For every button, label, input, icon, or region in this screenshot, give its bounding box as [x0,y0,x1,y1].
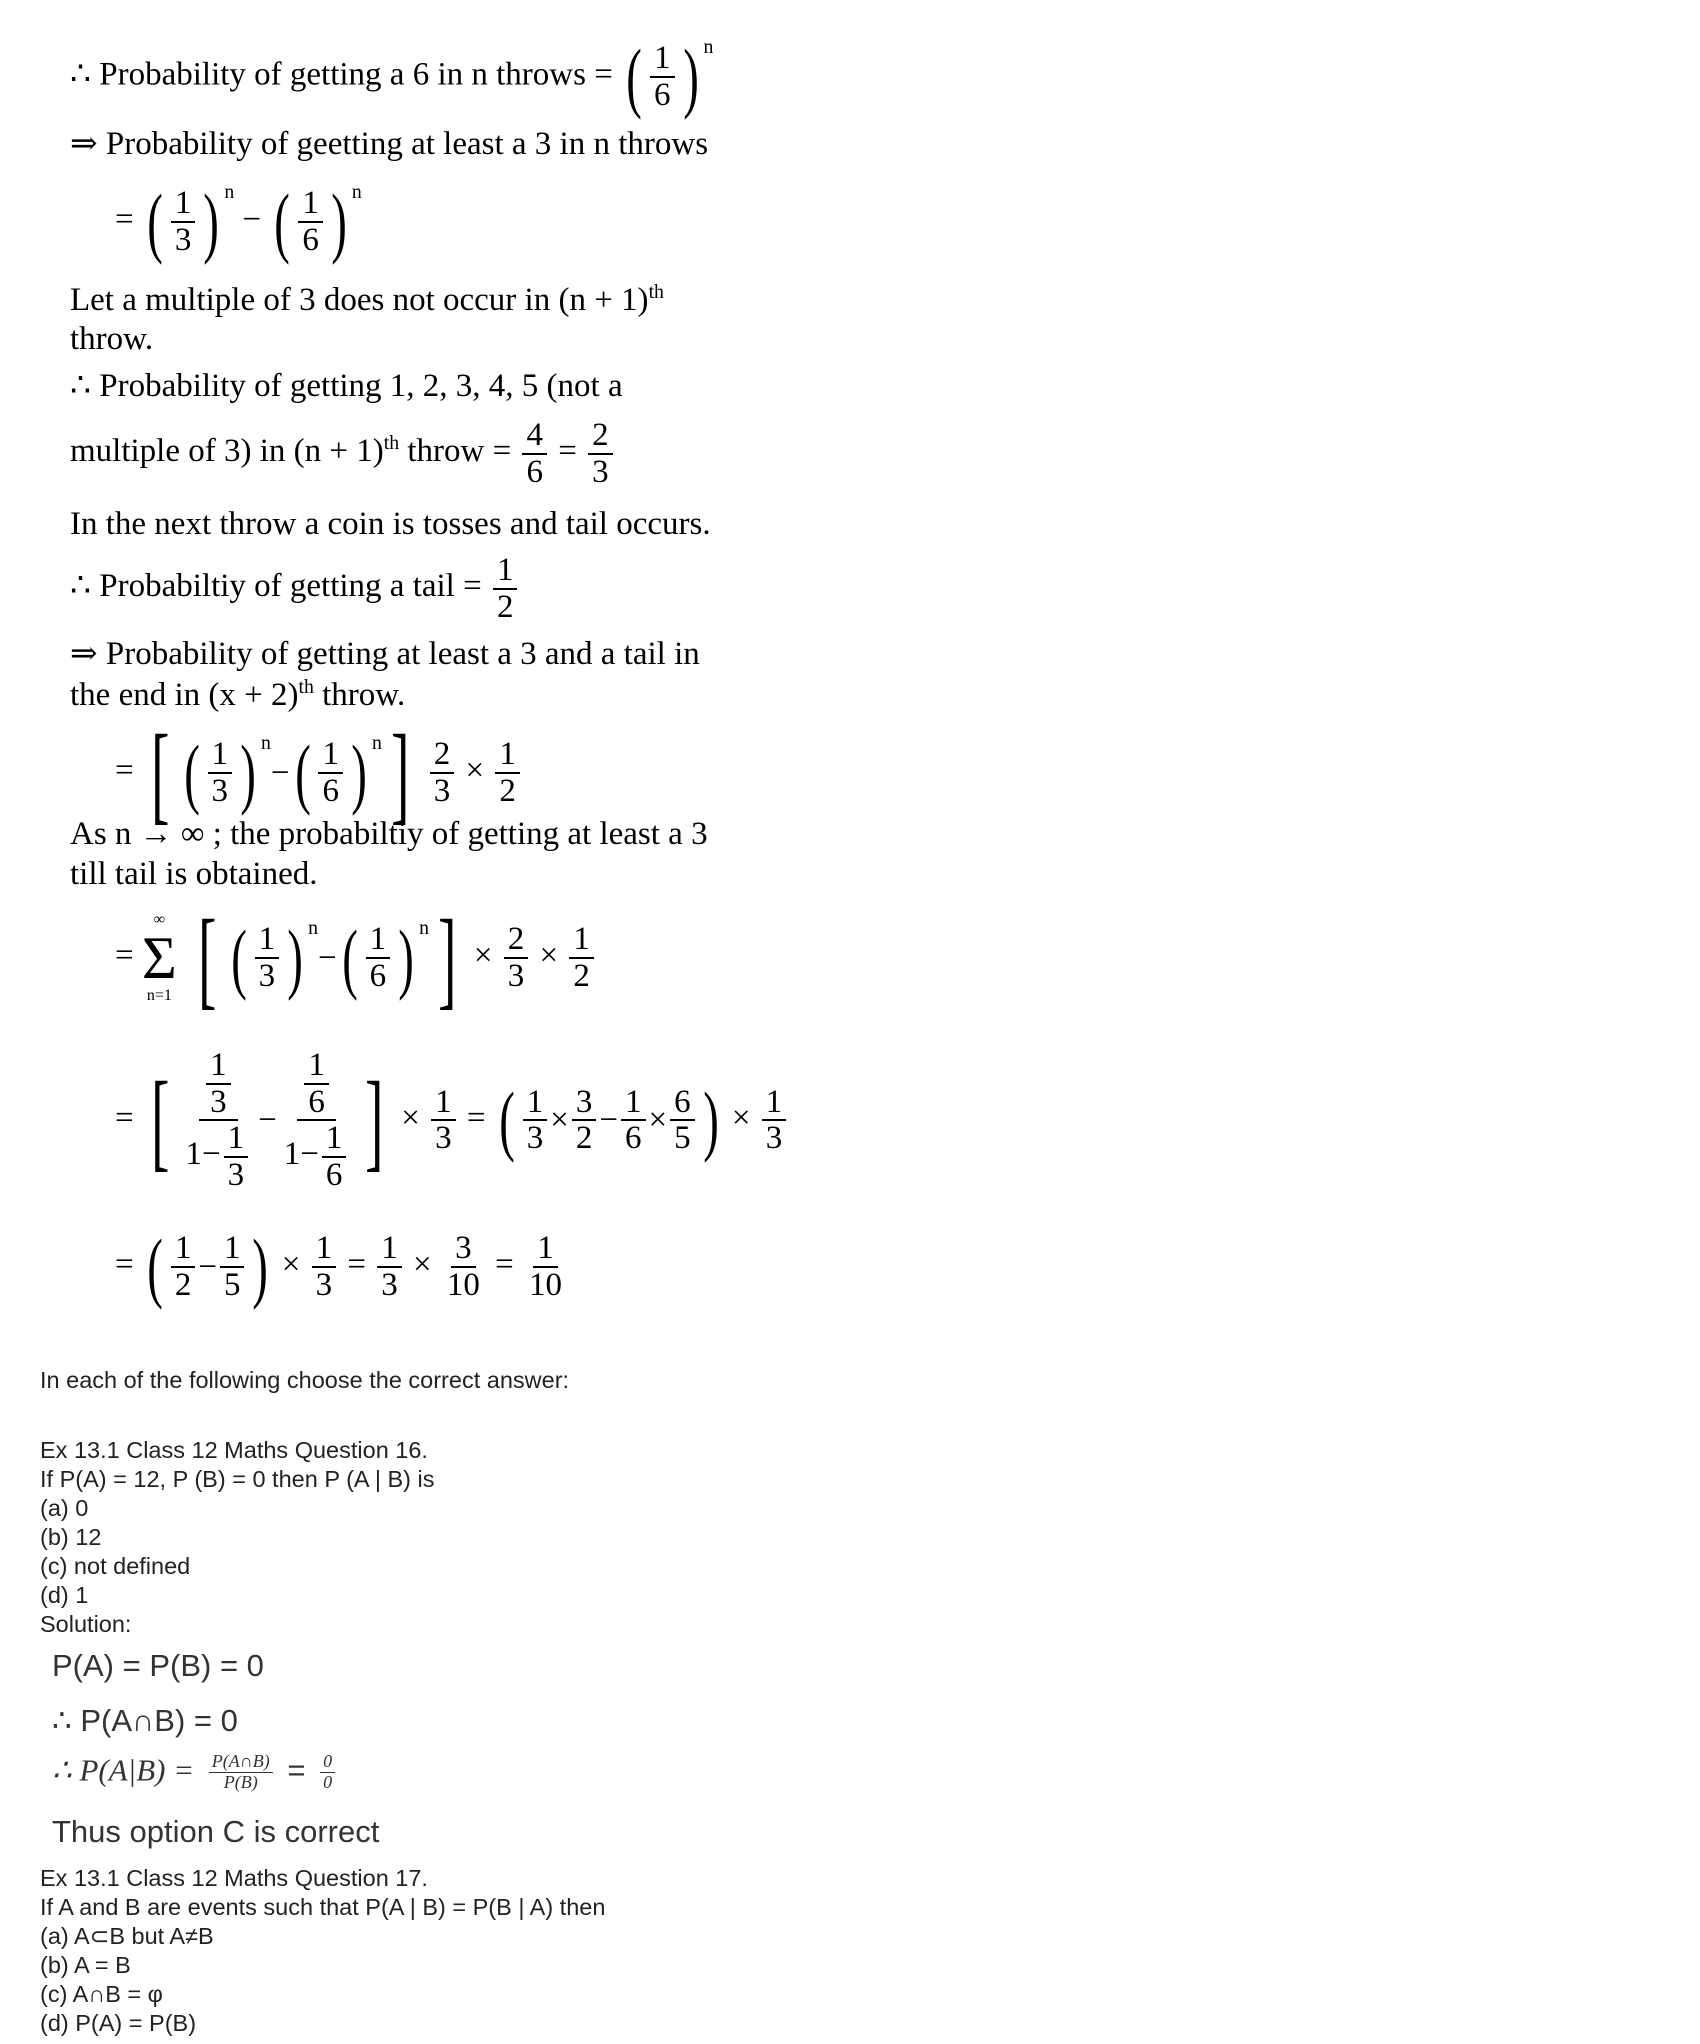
intro-text: In each of the following choose the correct answer: [40,1367,570,1393]
solution-line-1: P(A) = P(B) = 0 [52,1648,264,1683]
solution-line-4: Thus option C is correct [52,1814,380,1849]
line-summation: = ∞ Σ n=1 [ ( $\frac{1}{3}$ ) $^n$ − ( $\frac{1}{6}$ ) $^n$ ] × $\frac{2}{3}$ × $\frac{1}{2}$ [115,903,597,1013]
line-end-throw: the end in $(x + 2)^{th}$ throw. [70,676,406,713]
line-till-tail: till tail is obtained. [70,856,318,892]
line-multiple-three: Let a multiple of 3 does not occur in $(n + 1)^{th}$ [70,281,664,318]
question-16-title: Ex 13.1 Class 12 Maths Question 16. [40,1437,428,1463]
line-limit: As n → ∞ ; the probabiltiy of getting at least a 3 [70,816,708,852]
option-a: (a) A⊂B but A≠B [40,1923,214,1949]
line-text: ∴ Probability of getting a 6 in n throws = [70,56,613,93]
fraction-power: ( $\frac{1}{6}$ ) $^n$ [626,33,714,120]
sigma-symbol: ∞ Σ n=1 [141,911,177,1004]
question-17-block [40,1864,605,2038]
line-final-answer: = ( $\frac{1}{2}$ − $\frac{1}{5}$ ) × $\frac{1}{3}$ = $\frac{1}{3}$ × $\frac{3}{10}$ = $\frac{1}{10}$ [115,1223,562,1310]
option-a: (a) 0 [40,1495,89,1521]
solution-line-2: ∴ P(A∩B) = 0 [52,1703,238,1738]
line-difference: = ( $\frac{1}{3}$ ) $^n$ − ( $\frac{1}{6}$ ) $^n$ [115,178,362,265]
line-geometric-sum: = [ $\frac{1}{3}$ 1− $\frac{1}{3}$ − $\frac{1}{6}$ 1− $\frac{1}{6}$ ] × $\frac{1}{3}$ = ( $\frac{1}{3}$ × $\frac{3}{2}$ − $\frac{1}{6}$ × $\frac{6}{5}$ ) × $\frac{1}{3}$ [115,1048,789,1193]
line-prob-not-multiple: ∴ Probability of getting 1, 2, 3, 4, 5 (not a [70,368,623,404]
question-17-title: Ex 13.1 Class 12 Maths Question 17. [40,1865,428,1891]
question-16-block [40,1436,434,1639]
option-b: (b) A = B [40,1952,131,1978]
option-c: (c) A∩B = φ [40,1981,163,2007]
solution-line-3: ∴ P(A|B) = $\frac{P(A\cap B)}{P(B)}$ = $\frac{0}{0}$ [52,1752,341,1793]
line-prob-two-thirds: multiple of 3) in $(n + 1)^{th}$ throw = $\frac{4}{6}$ = $\frac{2}{3}$ [70,418,616,489]
line-prob-six [70,33,714,120]
line-bracket-product: = [ ( $\frac{1}{3}$ ) $^n$ − ( $\frac{1}{6}$ ) $^n$ ] $\frac{2}{3}$ × $\frac{1}{2}$ [115,718,523,828]
question-16-text: If P(A) = 12, P (B) = 0 then P (A | B) is [40,1466,435,1492]
line-at-least-three: ⇒ Probability of geetting at least a 3 in n throws [70,126,709,162]
line-coin-toss: In the next throw a coin is tosses and tail occurs. [70,506,711,542]
solution-label: Solution: [40,1611,132,1637]
option-d: (d) 1 [40,1582,89,1608]
scanned-solution [60,18,783,1310]
question-17-text: If A and B are events such that P(A | B) = P(B | A) then [40,1894,606,1920]
line-three-and-tail: ⇒ Probability of getting at least a 3 and a tail in [70,636,700,672]
option-d: (d) P(A) = P(B) [40,2010,197,2036]
option-c: (c) not defined [40,1553,191,1579]
line-throw: throw. [70,321,154,357]
line-prob-tail: ∴ Probabiltiy of getting a tail = $\frac{1}{2}$ [70,553,520,624]
option-b: (b) 12 [40,1524,102,1550]
